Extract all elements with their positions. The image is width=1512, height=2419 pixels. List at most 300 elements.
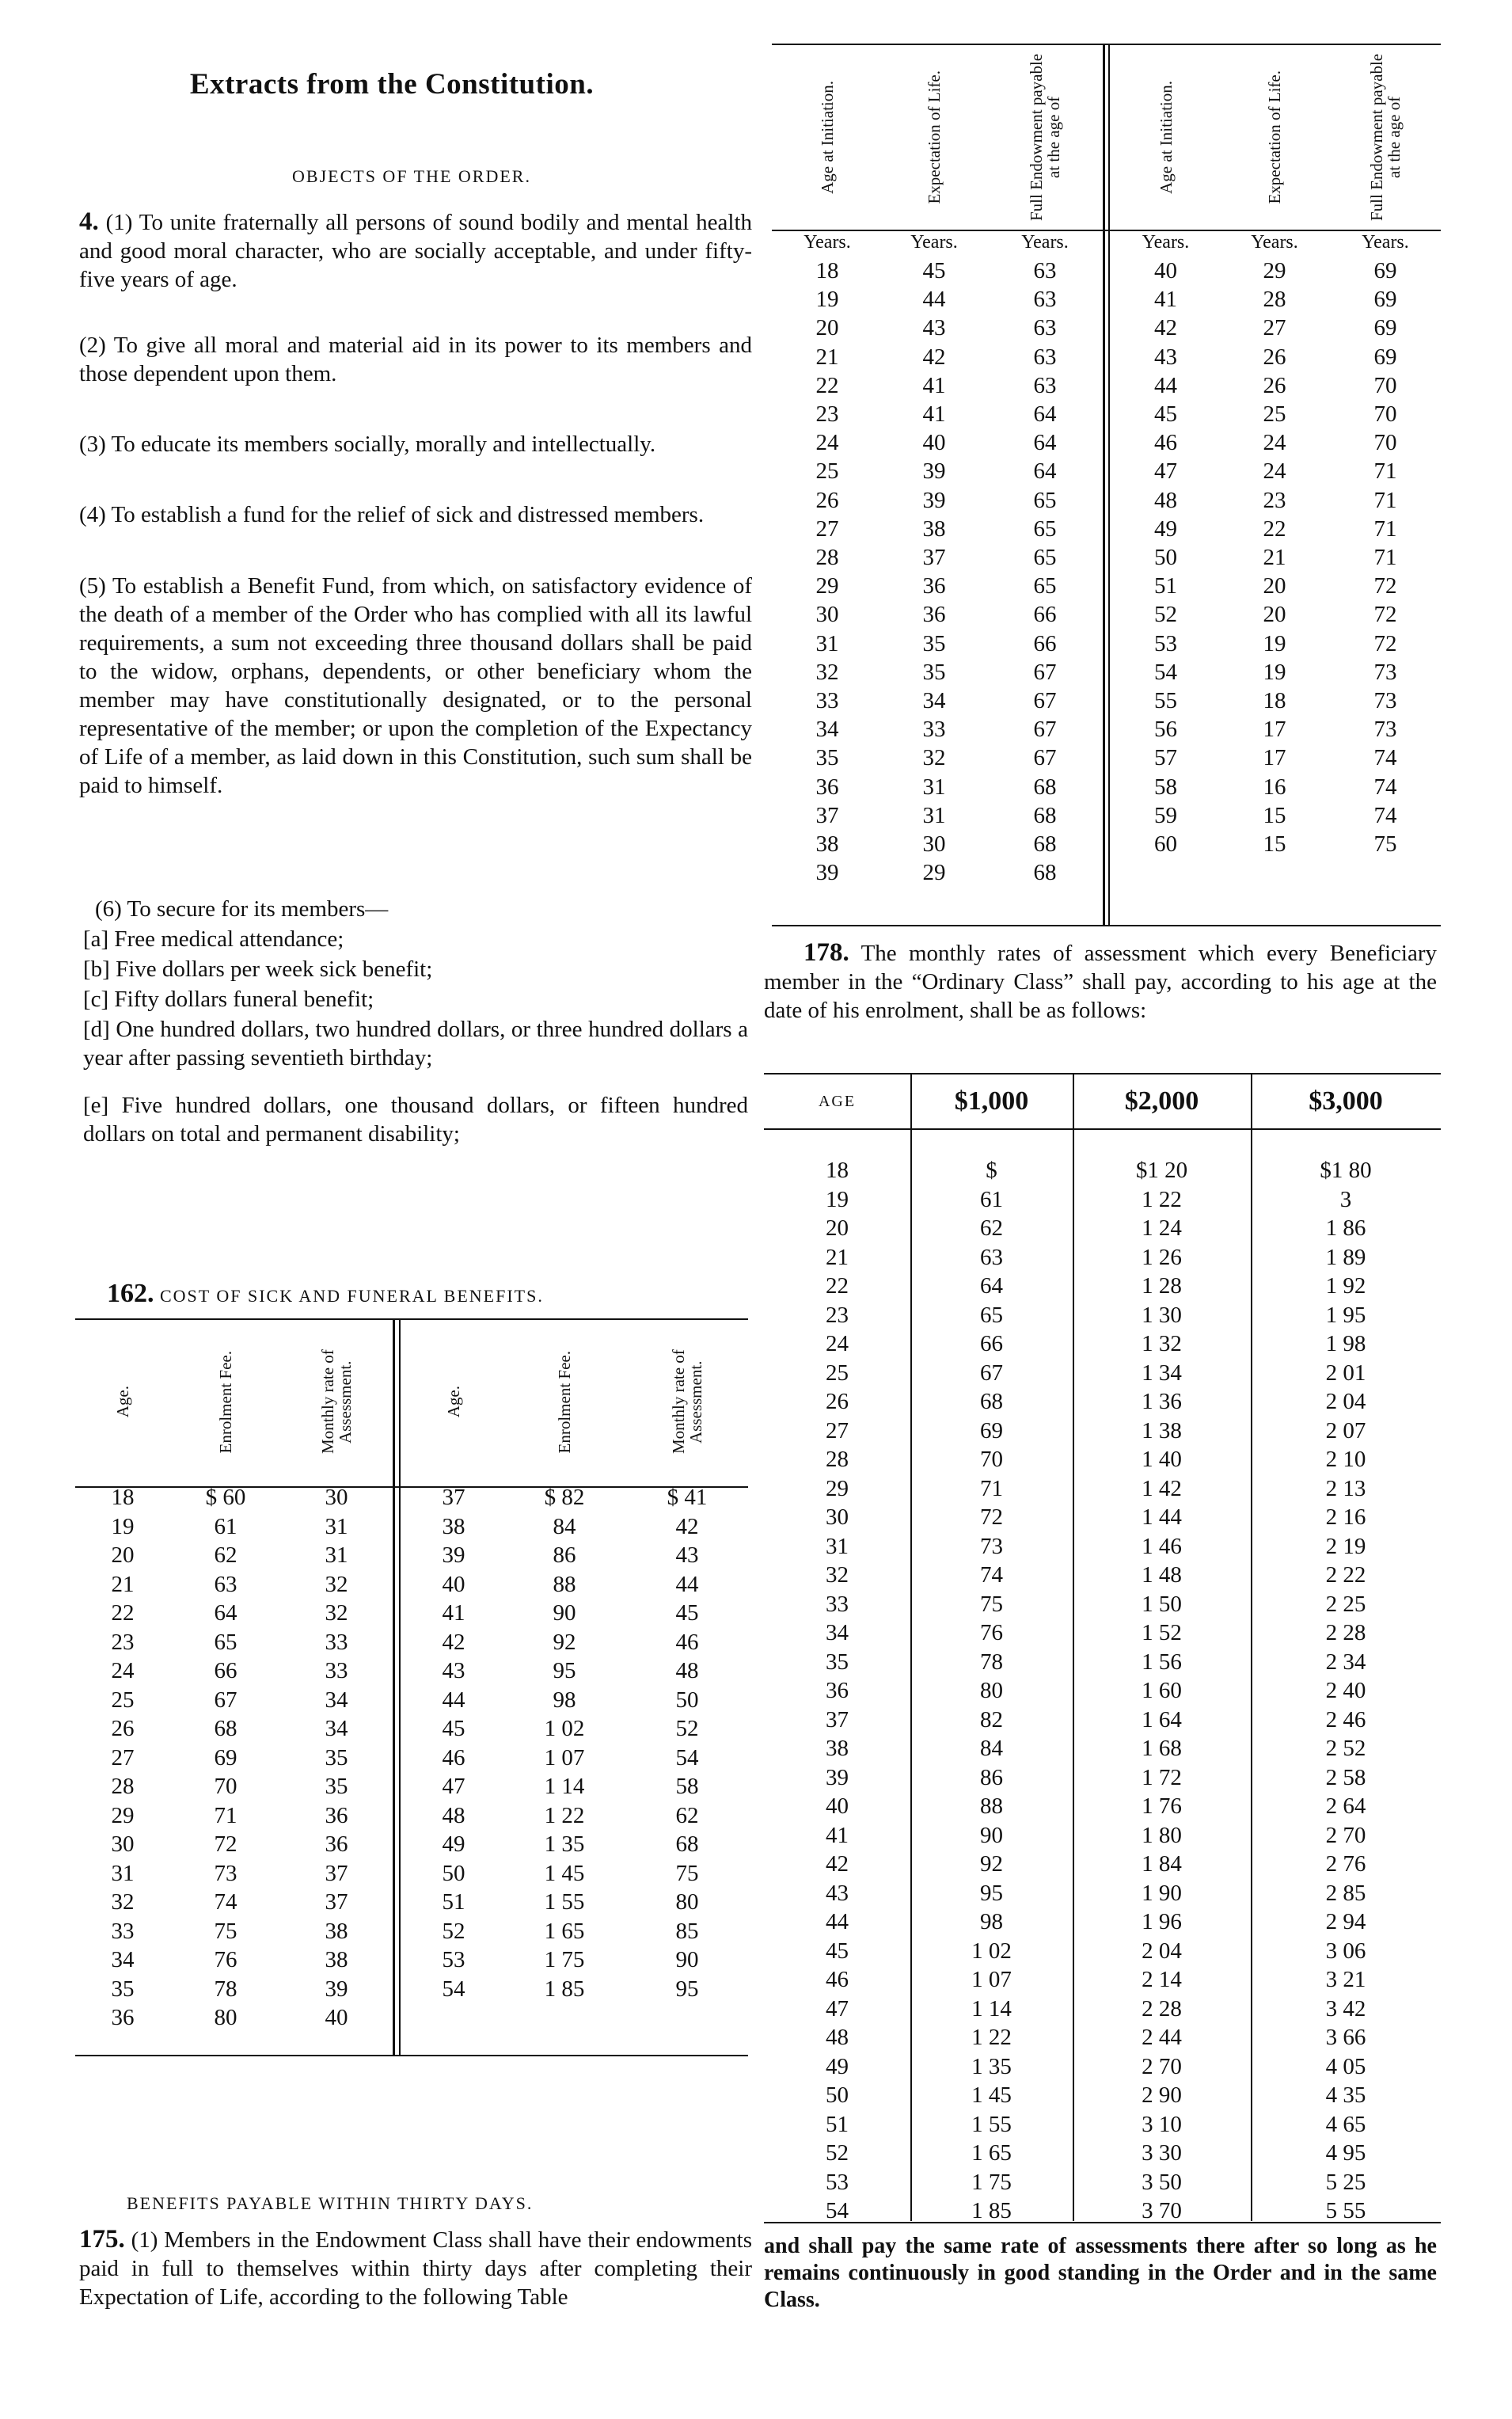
table-cell: 38 [815, 831, 839, 858]
column-divider [1103, 44, 1105, 925]
table-cell: 32 [325, 1571, 348, 1597]
table-cell: 2 16 [1325, 1504, 1366, 1530]
table-cell: 1 07 [971, 1967, 1012, 1992]
table-cell: 33 [325, 1658, 348, 1683]
table-cell: 37 [922, 545, 946, 571]
table-row [75, 2003, 392, 2033]
table-cell: 63 [1033, 372, 1057, 398]
table-cell: 1 72 [1142, 1764, 1182, 1790]
col-header: $2,000 [1124, 1086, 1199, 1116]
table-cell: 78 [214, 1976, 237, 2002]
table-cell: 39 [325, 1976, 348, 2002]
table-cell: 22 [1263, 515, 1286, 542]
table-cell: 29 [815, 573, 839, 599]
table-cell: 61 [214, 1513, 237, 1539]
objects-item-1 [79, 207, 752, 294]
table-cell: 75 [1373, 831, 1397, 858]
table-row [1112, 715, 1441, 744]
table-cell: 46 [442, 1744, 465, 1771]
table-cell: 1 55 [971, 2111, 1012, 2137]
table-cell: 1 50 [1142, 1591, 1182, 1617]
item-text: (1) To unite fraternally all persons of sound bodily and mental health and good moral character, who are socially acceptable, and under fifty-five years of age. [79, 210, 753, 292]
table-cell: 38 [325, 1947, 348, 1972]
table-cell: 71 [1373, 458, 1397, 485]
table-cell: 20 [1263, 602, 1286, 628]
table-cell: 69 [1373, 315, 1397, 341]
table-row [764, 1387, 1441, 1417]
table-cell: 3 21 [1325, 1967, 1366, 1992]
table-cell: 65 [1033, 545, 1057, 571]
table-cell: 58 [1154, 774, 1177, 800]
subitem-c: [c] Fifty dollars funeral benefit; [83, 987, 374, 1012]
table-cell: 1 75 [971, 2169, 1012, 2195]
table-cell: 62 [675, 1802, 699, 1828]
table-cell: 74 [980, 1562, 1003, 1588]
table-cell: 90 [980, 1822, 1003, 1848]
unit: Years. [1142, 232, 1190, 253]
table-cell: 1 35 [544, 1831, 585, 1857]
table-cell: 51 [826, 2111, 849, 2137]
objects-item-2: (2) To give all moral and material aid in its power to its members and those dependent upon them. [79, 333, 752, 386]
table-cell: 22 [826, 1273, 849, 1299]
table-cell: 23 [111, 1629, 135, 1655]
section-178-text [764, 938, 1437, 1025]
table-row [1112, 744, 1441, 772]
table-cell: 1 44 [1142, 1504, 1182, 1530]
table-cell: 2 22 [1325, 1562, 1366, 1588]
table-row [776, 371, 1100, 400]
table-cell: 66 [1033, 602, 1057, 628]
table-cell: 2 28 [1142, 1995, 1182, 2022]
table-row [764, 2052, 1441, 2082]
table-row [776, 858, 1100, 887]
table-row [402, 1541, 750, 1570]
table-cell: 62 [214, 1542, 237, 1568]
divider [75, 2055, 748, 2056]
table-cell: 57 [1154, 745, 1177, 771]
table-cell: 63 [1033, 287, 1057, 313]
table-cell: 1 65 [544, 1918, 585, 1944]
table-row [75, 1483, 392, 1512]
table-cell: 58 [675, 1774, 699, 1799]
table-cell: 88 [553, 1571, 576, 1597]
table-cell: 27 [826, 1417, 849, 1443]
table-cell: 70 [1373, 430, 1397, 456]
table-cell: 3 70 [1142, 2198, 1182, 2223]
table-row [75, 1830, 392, 1859]
table-cell: 31 [325, 1513, 348, 1539]
table-cell: 22 [111, 1600, 135, 1626]
table-cell: 19 [1263, 659, 1286, 685]
table-row [764, 1272, 1441, 1301]
table-cell: 1 89 [1325, 1244, 1366, 1270]
endowment-table-right [1112, 46, 1441, 858]
table-cell: 33 [815, 688, 839, 714]
table-cell: 1 95 [1325, 1302, 1366, 1328]
table-row [764, 1445, 1441, 1474]
table-cell: 1 86 [1325, 1215, 1366, 1241]
table-cell: 1 07 [544, 1744, 585, 1771]
table-cell: 2 10 [1325, 1447, 1366, 1472]
table-cell: 71 [1373, 487, 1397, 513]
table-cell: 52 [675, 1716, 699, 1741]
table-cell: 38 [922, 515, 946, 542]
benefits-thirty-days-heading: BENEFITS PAYABLE WITHIN THIRTY DAYS. [127, 2193, 534, 2213]
table-cell: 71 [214, 1802, 237, 1828]
table-cell: 1 28 [1142, 1273, 1182, 1299]
section-162-heading [107, 1279, 740, 1309]
unit: Years. [803, 232, 851, 253]
table-row [764, 1417, 1441, 1446]
table-row [764, 1648, 1441, 1677]
col-header: Age at Initiation. [1156, 80, 1176, 194]
section-text: The monthly rates of assessment which every Beneficiary member in the “Ordinary Class” shall pay, according to his age at the date of his enrolment, shall be as follows: [764, 941, 1438, 1023]
table-cell: 70 [214, 1774, 237, 1799]
table-cell: 45 [442, 1716, 465, 1741]
table-cell: 50 [826, 2082, 849, 2108]
table-cell: 2 76 [1325, 1851, 1366, 1877]
table-cell: 39 [815, 860, 839, 886]
table-cell: 76 [214, 1947, 237, 1972]
table-cell: 32 [325, 1600, 348, 1626]
table-row [75, 1599, 392, 1628]
table-cell: 39 [922, 487, 946, 513]
table-cell: 72 [980, 1504, 1003, 1530]
table-cell: 2 58 [1325, 1764, 1366, 1790]
table-cell: 1 90 [1142, 1880, 1182, 1906]
table-cell: 19 [1263, 630, 1286, 656]
table-cell: 2 40 [1325, 1678, 1366, 1703]
table-cell: 49 [826, 2053, 849, 2079]
table-row [776, 801, 1100, 830]
table-cell: 72 [1373, 602, 1397, 628]
table-cell: 28 [1263, 287, 1286, 313]
table-cell: 33 [325, 1629, 348, 1655]
table-cell: 2 70 [1325, 1822, 1366, 1848]
table-cell: 2 90 [1142, 2082, 1182, 2108]
table-cell: 39 [922, 458, 946, 485]
table-cell: 92 [980, 1851, 1003, 1877]
table-row [402, 1917, 750, 1946]
table-cell: 36 [922, 573, 946, 599]
table-cell: 36 [815, 774, 839, 800]
table-cell: 49 [1154, 515, 1177, 542]
table-cell: 50 [675, 1687, 699, 1713]
table-row [776, 428, 1100, 457]
table-row [402, 1801, 750, 1831]
table-cell: 35 [922, 630, 946, 656]
table-cell: 1 14 [971, 1995, 1012, 2022]
table-cell: 42 [826, 1851, 849, 1877]
table-cell: 74 [1373, 802, 1397, 828]
table-row [1112, 801, 1441, 830]
table-cell: 1 65 [971, 2140, 1012, 2166]
table-cell: 48 [826, 2025, 849, 2050]
section-175-text [79, 2225, 752, 2311]
subitem-d: [d] One hundred dollars, two hundred dollars, or three hundred dollars a year after passing seventieth birthday; [83, 1017, 748, 1071]
table-cell: $ 60 [205, 1485, 246, 1510]
table-cell: 3 [1339, 1186, 1352, 1212]
table-cell: 36 [325, 1831, 348, 1857]
col-header: Full Endowment payable at the age of [1367, 53, 1404, 221]
table-cell: 18 [826, 1158, 849, 1183]
table-cell: 2 85 [1325, 1880, 1366, 1906]
table-cell: 28 [826, 1447, 849, 1472]
subitem-e: [e] Five hundred dollars, one thousand dollars, or fifteen hundred dollars on total and permanent disability; [83, 1093, 748, 1147]
table-cell: 28 [815, 545, 839, 571]
table-cell: 52 [826, 2140, 849, 2166]
table-cell: 23 [1263, 487, 1286, 513]
table-cell: 37 [442, 1485, 465, 1510]
table-row [764, 1850, 1441, 1879]
table-row [402, 1483, 750, 1512]
table-cell: 4 65 [1325, 2111, 1366, 2137]
table-cell: 85 [675, 1918, 699, 1944]
table-cell: 44 [442, 1687, 465, 1713]
table-cell: 98 [553, 1687, 576, 1713]
table-cell: 63 [214, 1571, 237, 1597]
section-number: 175. [79, 2225, 125, 2254]
table-cell: 30 [826, 1504, 849, 1530]
table-cell: 36 [111, 2005, 135, 2030]
table-row [764, 1879, 1441, 1908]
page-title: Extracts from the Constitution. [189, 68, 595, 101]
table-cell: 34 [325, 1687, 348, 1713]
table-cell: 67 [1033, 717, 1057, 743]
table-cell: 1 24 [1142, 1215, 1182, 1241]
table-cell: 34 [826, 1620, 849, 1645]
table-cell: 51 [442, 1889, 465, 1915]
table-row [776, 486, 1100, 515]
table-row [1112, 629, 1441, 658]
col-header: AGE [818, 1093, 857, 1110]
objects-item-6: (6) To secure for its members— [95, 896, 389, 922]
table-cell: 54 [826, 2198, 849, 2223]
table-cell: 70 [980, 1447, 1003, 1472]
table-cell: 19 [111, 1513, 135, 1539]
col-header: Age. [444, 1386, 463, 1418]
table-row [764, 1561, 1441, 1590]
sick-benefits-table-right [402, 1321, 750, 2003]
table-cell: 1 85 [544, 1976, 585, 2002]
table-row [776, 314, 1100, 342]
table-row [776, 457, 1100, 485]
table-row [1112, 515, 1441, 543]
table-row [764, 1590, 1441, 1619]
table-row [75, 1512, 392, 1542]
table-cell: 2 19 [1325, 1533, 1366, 1559]
table-cell: 33 [826, 1591, 849, 1617]
table-cell: 1 48 [1142, 1562, 1182, 1588]
table-cell: 41 [922, 401, 946, 428]
table-row [1112, 371, 1441, 400]
table-cell: 1 64 [1142, 1706, 1182, 1732]
table-cell: 53 [1154, 630, 1177, 656]
table-cell: 4 05 [1325, 2053, 1366, 2079]
table-cell: 66 [980, 1331, 1003, 1356]
table-cell: 72 [1373, 630, 1397, 656]
table-row [776, 515, 1100, 543]
table-row [402, 1859, 750, 1888]
table-cell: 1 55 [544, 1889, 585, 1915]
divider [772, 925, 1441, 926]
table-cell: 74 [1373, 774, 1397, 800]
table-cell: 43 [1154, 344, 1177, 370]
table-cell: 54 [675, 1744, 699, 1771]
table-cell: 37 [325, 1860, 348, 1886]
section-number: 162. [107, 1279, 154, 1308]
table-cell: 47 [826, 1995, 849, 2022]
divider [75, 1318, 748, 1320]
table-cell: 37 [815, 802, 839, 828]
table-cell: 1 85 [971, 2198, 1012, 2223]
table-cell: 40 [922, 430, 946, 456]
table-cell: 41 [826, 1822, 849, 1848]
table-cell: 47 [442, 1774, 465, 1799]
table-row [75, 1888, 392, 1917]
table-cell: 41 [922, 372, 946, 398]
table-cell: 75 [980, 1591, 1003, 1617]
table-cell: 43 [922, 315, 946, 341]
table-cell: 24 [826, 1331, 849, 1356]
table-cell: 63 [980, 1244, 1003, 1270]
table-cell: 66 [1033, 630, 1057, 656]
table-cell: 72 [214, 1831, 237, 1857]
col-header: Age. [113, 1386, 132, 1418]
table-row [776, 400, 1100, 428]
table-cell: 31 [111, 1860, 135, 1886]
table-cell: 1 40 [1142, 1447, 1182, 1472]
table-cell: 15 [1263, 831, 1286, 858]
col-header: Enrolment Fee. [216, 1350, 235, 1454]
table-cell: 19 [826, 1186, 849, 1212]
divider [764, 1073, 1441, 1074]
table-cell: 71 [1373, 515, 1397, 542]
table-cell: 31 [922, 802, 946, 828]
table-cell: 21 [826, 1244, 849, 1270]
table-row [764, 1301, 1441, 1330]
subitem-a: [a] Free medical attendance; [83, 926, 344, 952]
table-row [764, 1706, 1441, 1735]
table-cell: 73 [1373, 688, 1397, 714]
table-cell: 20 [826, 1215, 849, 1241]
table-row [764, 1995, 1441, 2024]
table-row [764, 1792, 1441, 1821]
table-cell: 35 [922, 659, 946, 685]
table-cell: 64 [980, 1273, 1003, 1299]
table-cell: 2 04 [1142, 1938, 1182, 1964]
table-cell: 1 30 [1142, 1302, 1182, 1328]
table-cell: 2 64 [1325, 1793, 1366, 1819]
table-cell: 55 [1154, 688, 1177, 714]
table-row [764, 1618, 1441, 1648]
table-row [1112, 572, 1441, 600]
table-cell: 2 94 [1325, 1909, 1366, 1934]
table-row [776, 543, 1100, 572]
table-cell: 1 98 [1325, 1331, 1366, 1356]
table-cell: 21 [815, 344, 839, 370]
table-row [764, 2023, 1441, 2052]
table-row [402, 1714, 750, 1744]
table-cell: 72 [1373, 573, 1397, 599]
table-cell: 64 [1033, 401, 1057, 428]
table-cell: 95 [675, 1976, 699, 2002]
table-cell: 67 [1033, 659, 1057, 685]
table-row [764, 1329, 1441, 1359]
table-cell: 1 80 [1142, 1822, 1182, 1848]
table-cell: 4 95 [1325, 2140, 1366, 2166]
table-cell: 45 [922, 258, 946, 283]
table-cell: 69 [1373, 287, 1397, 313]
table-cell: 42 [1154, 315, 1177, 341]
table-cell: 74 [214, 1889, 237, 1915]
table-cell: 5 25 [1325, 2169, 1366, 2195]
table-cell: 52 [1154, 602, 1177, 628]
table-cell: 45 [1154, 401, 1177, 428]
table-row [75, 1656, 392, 1686]
table-row [776, 773, 1100, 801]
table-cell: 43 [442, 1658, 465, 1683]
table-cell: 30 [815, 602, 839, 628]
table-row [776, 687, 1100, 715]
table-cell: 75 [214, 1918, 237, 1944]
table-cell: 29 [826, 1475, 849, 1501]
table-row [764, 1937, 1441, 1966]
table-row [1112, 457, 1441, 485]
table-row [402, 1830, 750, 1859]
table-row [75, 1859, 392, 1888]
divider [772, 44, 1441, 45]
table-row [776, 572, 1100, 600]
table-row [776, 600, 1100, 629]
col-header: Expectation of Life. [925, 70, 944, 204]
table-cell: 44 [1154, 372, 1177, 398]
table-cell: 54 [442, 1976, 465, 2002]
table-cell: 82 [980, 1706, 1003, 1732]
table-cell: 25 [815, 458, 839, 485]
table-cell: 25 [111, 1687, 135, 1713]
table-cell: 2 13 [1325, 1475, 1366, 1501]
table-row [776, 715, 1100, 744]
table-cell: 1 22 [1142, 1186, 1182, 1212]
table-row [75, 1541, 392, 1570]
table-cell: 31 [815, 630, 839, 656]
table-cell: 70 [1373, 401, 1397, 428]
table-cell: 74 [1373, 745, 1397, 771]
table-cell: 26 [111, 1716, 135, 1741]
table-cell: 65 [214, 1629, 237, 1655]
table-cell: 41 [442, 1600, 465, 1626]
table-cell: 84 [980, 1736, 1003, 1761]
table-cell: 38 [826, 1736, 849, 1761]
table-cell: 47 [1154, 458, 1177, 485]
table-row [1112, 285, 1441, 314]
col-header: $3,000 [1309, 1086, 1383, 1116]
table-cell: $ 41 [667, 1485, 708, 1510]
assessment-table [764, 1075, 1441, 2226]
table-cell: 59 [1154, 802, 1177, 828]
table-cell: 42 [675, 1513, 699, 1539]
table-cell: 42 [442, 1629, 465, 1655]
table-cell: 1 02 [971, 1938, 1012, 1964]
table-cell: 1 34 [1142, 1360, 1182, 1386]
table-cell: 44 [675, 1571, 699, 1597]
table-row [402, 1744, 750, 1773]
table-cell: 1 75 [544, 1947, 585, 1972]
table-cell: 3 42 [1325, 1995, 1366, 2022]
table-row [1112, 658, 1441, 687]
table-cell: 21 [1263, 545, 1286, 571]
